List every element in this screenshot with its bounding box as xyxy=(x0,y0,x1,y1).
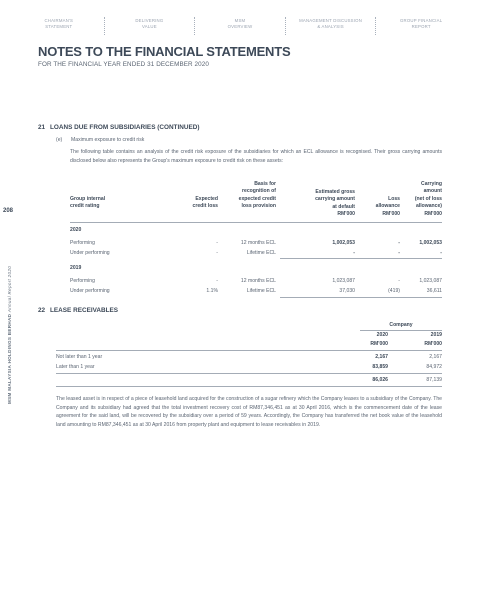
row-2020-performing-rating: Performing xyxy=(70,240,95,246)
row-2020-performing-basis: 12 months ECL xyxy=(240,240,276,246)
lease-total-rule-top xyxy=(56,373,442,374)
nav-line: VALUE xyxy=(142,23,157,29)
header-line: RM'000 xyxy=(382,210,400,217)
lease-total-2019: 87,139 xyxy=(426,377,442,383)
note-title: LEASE RECEIVABLES xyxy=(50,307,119,314)
note-number: 22 xyxy=(38,307,46,314)
header-gross-carrying-amount xyxy=(280,189,355,219)
row-rule xyxy=(280,258,442,259)
row-2019-underperforming-carrying: 36,611 xyxy=(426,288,442,294)
lease-row-2019: 2,167 xyxy=(429,354,442,360)
header-rating xyxy=(70,196,105,211)
sub-item-index: (e) xyxy=(56,137,63,143)
lease-paragraph: The leased asset is in respect of a piece of leasehold land acquired for the construction of a sugar refinery which the Company leases to a subsidiary of the Company. The Company and its subsidiary had agreed that the total investment recovery cost of RM87,346,451 as at 30 April 2016, which is the commencement date of the lease agreement for the said land, will be recovered by the subsidiary over a period of 59 years. Accordingly, the Company has transferred the net book value of the leasehold land amounting to RM87,346,451 as at 30 April 2016 from property plant and equipment to lease receivables in 2019. xyxy=(56,396,442,428)
row-2020-performing-allowance: - xyxy=(398,240,400,246)
note-22-heading xyxy=(38,307,118,314)
header-line: amount xyxy=(423,188,442,195)
col-2019-unit: RM'000 xyxy=(424,341,442,347)
header-line: Carrying xyxy=(421,181,442,187)
header-line: RM'000 xyxy=(424,210,442,217)
nav-chairmans-statement[interactable] xyxy=(14,17,104,35)
row-2020-underperforming-gross: - xyxy=(353,250,355,256)
lease-row-label: Later than 1 year xyxy=(56,364,95,370)
top-navigation xyxy=(14,17,466,35)
col-2020-unit: RM'000 xyxy=(370,341,388,347)
lease-header-rule xyxy=(56,350,442,351)
row-2020-underperforming-rating: Under performing xyxy=(70,250,110,256)
row-2019-performing-basis: 12 months ECL xyxy=(240,278,276,284)
note-number: 21 xyxy=(38,124,46,131)
header-line: Basis for xyxy=(254,181,276,187)
side-report-name: Annual Report 2020 xyxy=(7,265,12,313)
header-line: allowance xyxy=(375,203,400,210)
nav-group-financial-report[interactable] xyxy=(376,17,466,35)
year-label-2019: 2019 xyxy=(70,265,82,271)
header-line: Estimated gross xyxy=(315,189,355,195)
lease-total-2020: 86,026 xyxy=(372,377,388,383)
header-line: loss provision xyxy=(241,203,276,210)
nav-msm-overview[interactable] xyxy=(195,17,285,35)
header-expected-credit-loss xyxy=(160,196,218,211)
header-line: Loss xyxy=(388,196,400,202)
lease-row-2020: 2,167 xyxy=(375,354,388,360)
col-2020-label: 2020 xyxy=(376,332,388,338)
lease-total-rule-bottom xyxy=(56,386,442,387)
row-2020-performing-gross: 1,002,053 xyxy=(332,240,355,246)
company-rule xyxy=(360,330,442,331)
row-2019-performing-allowance: - xyxy=(398,278,400,284)
header-line: credit loss xyxy=(192,203,218,210)
header-line: Group internal xyxy=(70,196,106,202)
nav-line: & ANALYSIS xyxy=(317,23,344,29)
header-basis-for-recognition xyxy=(216,181,276,211)
credit-risk-paragraph: The following table contains an analysis of the credit risk exposure of the subsidiaries for which an ECL allowance is recognised. Their gross carrying amounts disclosed below also represents the Group's maximum exposure to credit risk on these assets: xyxy=(70,149,442,164)
nav-line: MSM xyxy=(234,18,246,23)
header-line: expected credit xyxy=(238,195,276,202)
nav-line: CHAIRMAN'S xyxy=(44,18,74,23)
header-line: at default xyxy=(332,203,355,210)
header-line: credit rating xyxy=(70,203,100,210)
nav-line: OVERVIEW xyxy=(227,23,253,29)
note-21-heading xyxy=(38,124,199,131)
note-title: LOANS DUE FROM SUBSIDIARIES (CONTINUED) xyxy=(50,124,200,131)
sub-item-title: Maximum exposure to credit risk xyxy=(71,137,145,143)
row-2020-underperforming-basis: Lifetime ECL xyxy=(246,250,276,256)
page-title: NOTES TO THE FINANCIAL STATEMENTS xyxy=(38,44,291,59)
row-2020-underperforming-expected: - xyxy=(216,250,218,256)
col-2019-label: 2019 xyxy=(430,332,442,338)
header-line: carrying amount xyxy=(315,196,355,203)
lease-row-2020: 83,859 xyxy=(372,364,388,370)
page-subtitle: FOR THE FINANCIAL YEAR ENDED 31 DECEMBER 2020 xyxy=(38,61,209,68)
nav-line: STATEMENT xyxy=(45,23,73,29)
year-label-2020: 2020 xyxy=(70,227,82,233)
lease-row-2019: 84,972 xyxy=(426,364,442,370)
side-company-name: MSM MALAYSIA HOLDINGS BERHAD xyxy=(7,313,12,404)
nav-line: REPORT xyxy=(411,23,431,29)
row-rule xyxy=(280,297,442,298)
row-2019-underperforming-basis: Lifetime ECL xyxy=(246,288,276,294)
nav-line: MANAGEMENT DISCUSSION xyxy=(299,18,362,23)
side-label xyxy=(7,266,12,404)
row-2019-performing-carrying: 1,023,087 xyxy=(419,278,442,284)
header-line: allowance) xyxy=(415,203,442,210)
header-line: (net of loss xyxy=(414,195,442,202)
header-rule xyxy=(70,222,442,223)
row-2020-performing-carrying: 1,002,053 xyxy=(419,240,442,246)
row-2019-performing-gross: 1,023,087 xyxy=(332,278,355,284)
row-2019-performing-expected: - xyxy=(216,278,218,284)
row-2019-underperforming-allowance: (419) xyxy=(388,288,400,294)
sub-item-heading xyxy=(56,137,144,143)
row-2019-underperforming-expected: 1.1% xyxy=(206,288,218,294)
nav-line: DELIVERING xyxy=(135,18,164,23)
row-2019-underperforming-rating: Under performing xyxy=(70,288,110,294)
lease-row-label: Not later than 1 year xyxy=(56,354,103,360)
row-2020-underperforming-allowance: - xyxy=(398,250,400,256)
nav-line: GROUP FINANCIAL xyxy=(400,18,443,23)
header-line: RM'000 xyxy=(337,211,355,218)
header-line: recognition of xyxy=(242,188,276,195)
nav-management-discussion[interactable] xyxy=(286,17,376,35)
row-2019-performing-rating: Performing xyxy=(70,278,95,284)
header-carrying-amount xyxy=(392,181,442,218)
page-number: 208 xyxy=(3,208,14,214)
header-line: Expected xyxy=(195,196,218,202)
nav-delivering-value[interactable] xyxy=(105,17,195,35)
row-2020-performing-expected: - xyxy=(216,240,218,246)
row-2020-underperforming-carrying: - xyxy=(440,250,442,256)
row-2019-underperforming-gross: 37,030 xyxy=(339,288,355,294)
company-column-label: Company xyxy=(389,322,413,328)
